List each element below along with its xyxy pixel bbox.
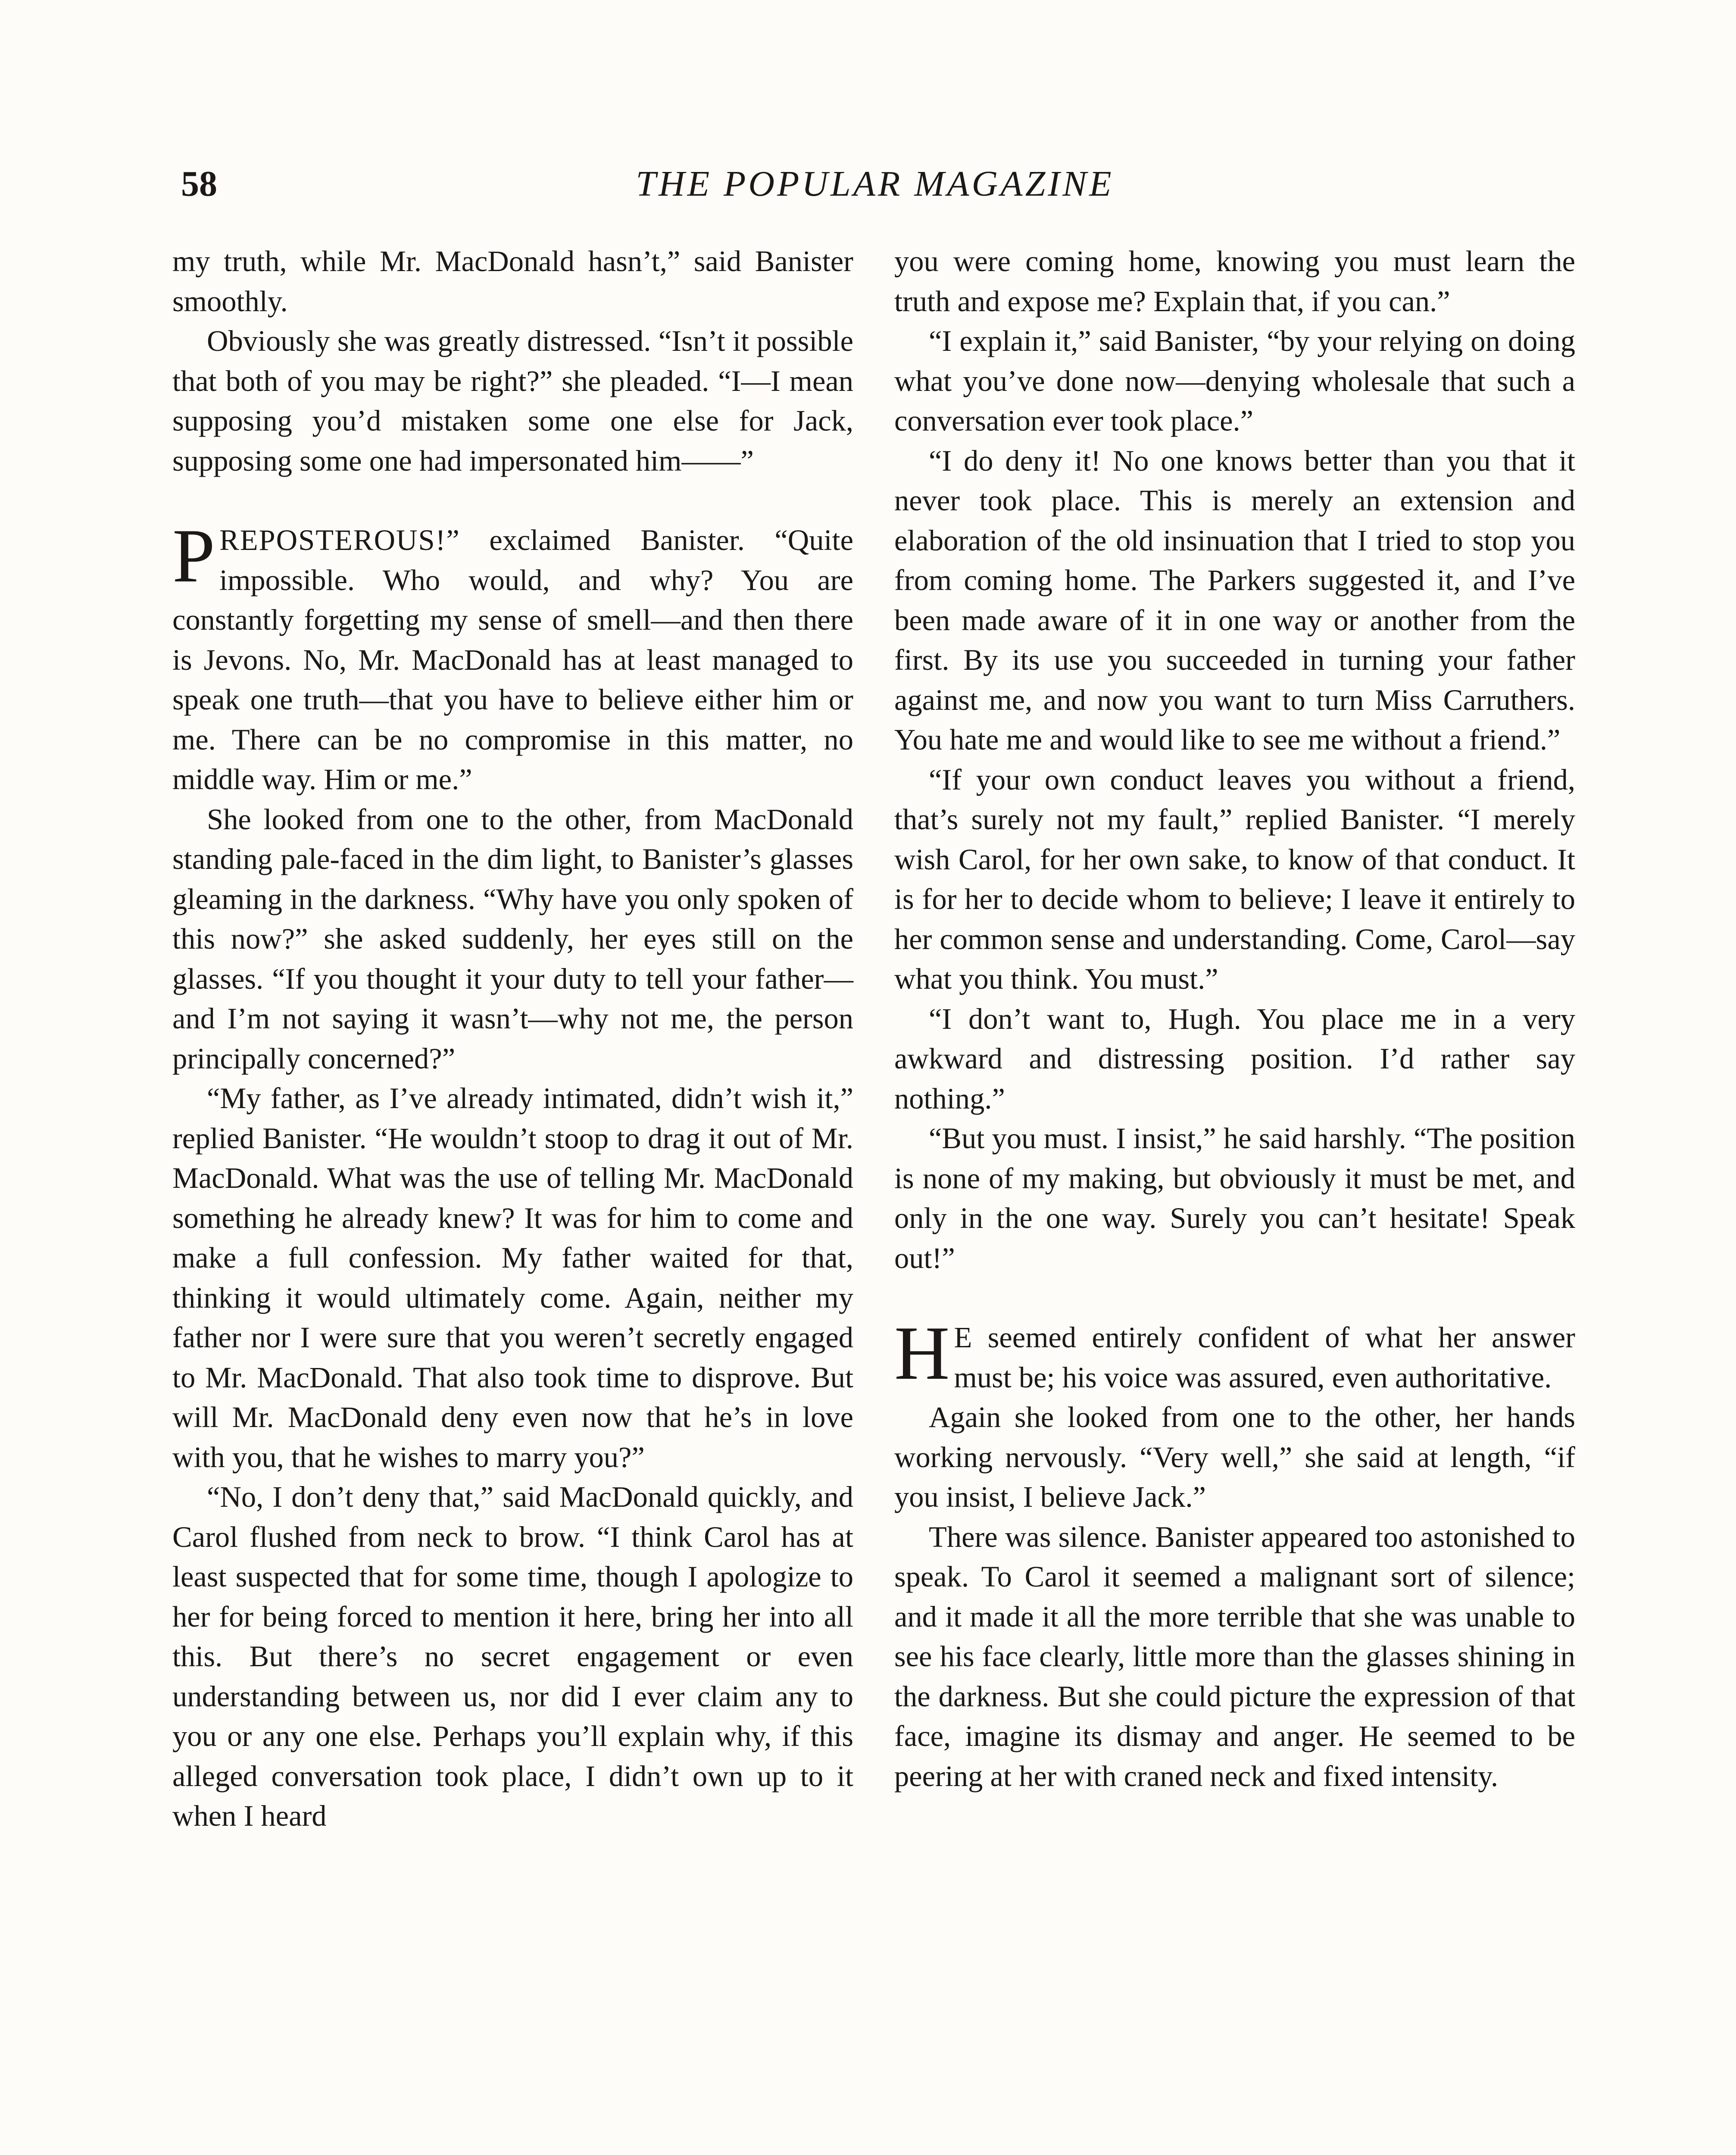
- paragraph: “No, I don’t deny that,” said MacDonald quickly, and Carol flushed from neck to brow. “I think Carol has at least suspected that for some time, though I apologize to her for being forced to mention it here, bring her into all this. But there’s no secret engagement or even understanding between us, nor did I ever claim any to you or any one else. Perhaps you’ll explain why, if this alleged conversation took place, I didn’t own up to it when I heard: [172, 1480, 853, 1832]
- paragraph: There was silence. Banister appeared too astonished to speak. To Carol it seemed a malignant sort of silence; and it made it all the more terrible that she was unable to see his face clearly, little more than the glasses shining in the darkness. But she could picture the expression of that face, imagine its dismay and anger. He seemed to be peering at her with craned neck and fixed intensity.: [894, 1520, 1575, 1793]
- paragraph: you were coming home, knowing you must learn the truth and expose me? Explain that, if you can.”: [894, 245, 1575, 318]
- paragraph: Obviously she was greatly distressed. “Isn’t it possible that both of you may be right?” she pleaded. “I—I mean supposing you’d mistaken some one else for Jack, supposing some one had impersonated him——”: [172, 325, 853, 477]
- paragraph: “My father, as I’ve already intimated, didn’t wish it,” replied Banister. “He wouldn’t stoop to drag it out of Mr. MacDonald. What was the use of telling Mr. MacDonald something he already knew? It was for him to come and make a full confession. My father waited for that, thinking it would ultimately come. Again, neither my father nor I were sure that you weren’t secretly engaged to Mr. MacDonald. That also took time to disprove. But will Mr. MacDonald deny even now that he’s in love with you, that he wishes to marry you?”: [172, 1082, 853, 1474]
- paragraph-text: E seemed entirely confident of what her answer must be; his voice was assured, even authoritative.: [954, 1321, 1575, 1394]
- small-caps-lead: REPOSTEROUS!: [219, 524, 446, 556]
- paragraph: Again she looked from one to the other, her hands working nervously. “Very well,” she said at length, “if you insist, I believe Jack.”: [894, 1401, 1575, 1513]
- page-header: [172, 160, 1577, 208]
- paragraph: “If your own conduct leaves you without a friend, that’s surely not my fault,” replied Banister. “I merely wish Carol, for her own sake, to know of that conduct. It is for her to decide whom to believe; I leave it entirely to her common sense and understanding. Come, Carol—say what you think. You must.”: [894, 763, 1575, 995]
- section-paragraph: [894, 1310, 1575, 1397]
- paragraph: She looked from one to the other, from MacDonald standing pale-faced in the dim light, to Banister’s glasses gleaming in the darkness. “Why have you only spoken of this now?” she asked suddenly, her eyes still on the glasses. “If you thought it your duty to tell your father—and I’m not saying it wasn’t—why not me, the person principally concerned?”: [172, 803, 853, 1075]
- running-title: THE POPULAR MAGAZINE: [636, 164, 1114, 204]
- paragraph: “I do deny it! No one knows better than you that it never took place. This is merely an extension and elaboration of the old insinuation that I tried to stop you from coming home. The Parkers suggested it, and I’ve been made aware of it in one way or another from the first. By its use you succeeded in turning your father against me, and now you want to turn Miss Carruthers. You hate me and would like to see me without a friend.”: [894, 444, 1575, 756]
- page-number: 58: [181, 164, 217, 204]
- section-paragraph: [172, 513, 853, 800]
- drop-cap: P: [172, 513, 215, 598]
- paragraph: “I don’t want to, Hugh. You place me in a very awkward and distressing position. I’d rather say nothing.”: [894, 1002, 1575, 1115]
- right-column: [894, 241, 1575, 1796]
- paragraph: “I explain it,” said Banister, “by your relying on doing what you’ve done now—denying wholesale that such a conversation ever took place.”: [894, 325, 1575, 437]
- left-column: [172, 241, 853, 1836]
- drop-cap: H: [894, 1310, 950, 1396]
- paragraph: my truth, while Mr. MacDonald hasn’t,” said Banister smoothly.: [172, 245, 853, 318]
- paragraph-text: ” exclaimed Banister. “Quite impossible. Who would, and why? You are constantly forgetting my sense of smell—and then there is Jevons. No, Mr. MacDonald has at least managed to speak one truth—that you have to believe either him or me. There can be no compromise in this matter, no middle way. Him or me.”: [172, 524, 853, 796]
- paragraph: “But you must. I insist,” he said harshly. “The position is none of my making, but obviously it must be met, and only in the one way. Surely you can’t hesitate! Speak out!”: [894, 1122, 1575, 1274]
